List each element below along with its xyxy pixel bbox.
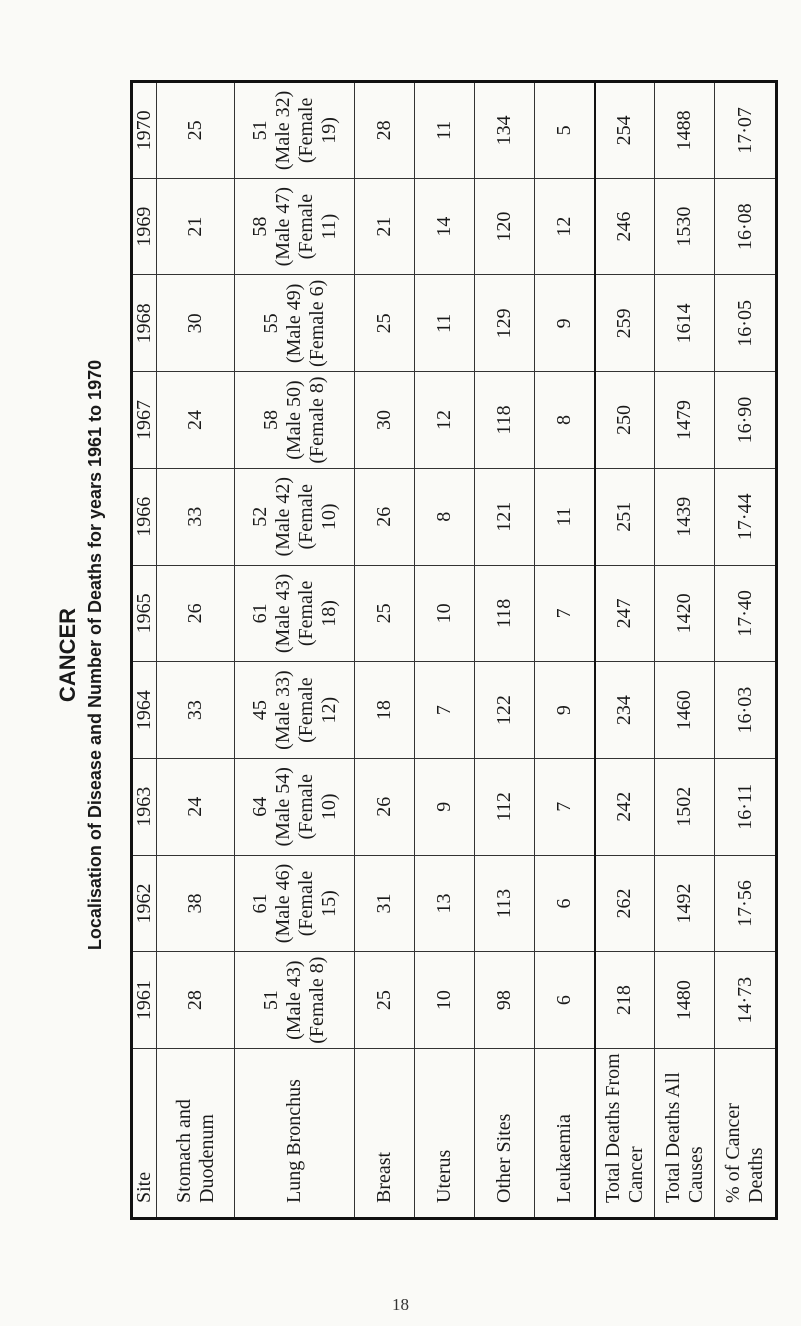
table-holder — [130, 80, 767, 1220]
lung-female: (Female 8) — [306, 376, 328, 464]
table-cell: 218 — [595, 952, 655, 1049]
table-cell: 112 — [475, 758, 535, 855]
lung-male: (Male 50) — [283, 380, 305, 460]
table-cell — [235, 662, 355, 759]
table-cell: 30 — [355, 372, 415, 469]
table-cell: 247 — [595, 565, 655, 662]
lung-female: (Female 10) — [294, 774, 340, 840]
table-cell: 98 — [475, 952, 535, 1049]
table-row — [235, 82, 355, 1219]
table-cell: 30 — [157, 275, 235, 372]
page-number: 18 — [392, 1295, 409, 1314]
table-cell: 9 — [535, 662, 595, 759]
table-cell: 16·08 — [715, 178, 777, 275]
row-label: Lung Bronchus — [235, 1049, 355, 1219]
table-cell: 18 — [355, 662, 415, 759]
lung-male: (Male 54) — [271, 767, 294, 847]
heading — [40, 40, 122, 1270]
year-header: 1965 — [132, 565, 157, 662]
table-cell: 8 — [415, 468, 475, 565]
table-cell: 1614 — [655, 275, 715, 372]
year-header: 1964 — [132, 662, 157, 759]
lung-male: (Male 33) — [271, 670, 294, 750]
year-header: 1970 — [132, 82, 157, 179]
table-row — [475, 82, 535, 1219]
lung-total: 55 — [260, 313, 282, 334]
lung-male: (Male 43) — [283, 960, 305, 1040]
year-header: 1966 — [132, 468, 157, 565]
header-row — [132, 82, 157, 1219]
table-cell: 16·05 — [715, 275, 777, 372]
table-cell: 26 — [355, 758, 415, 855]
table-cell: 134 — [475, 82, 535, 179]
table-cell: 14·73 — [715, 952, 777, 1049]
table-cell: 9 — [535, 275, 595, 372]
table-cell — [235, 82, 355, 179]
table-cell: 250 — [595, 372, 655, 469]
table-cell: 11 — [415, 275, 475, 372]
table-cell: 6 — [535, 855, 595, 952]
table-cell: 10 — [415, 952, 475, 1049]
table-row — [715, 82, 777, 1219]
table-cell: 1460 — [655, 662, 715, 759]
table-cell: 25 — [157, 82, 235, 179]
table-cell — [235, 952, 355, 1049]
row-label: Breast — [355, 1049, 415, 1219]
row-label: Total Deaths All Causes — [655, 1049, 715, 1219]
table-cell: 24 — [157, 758, 235, 855]
table-cell: 21 — [157, 178, 235, 275]
table-cell — [235, 758, 355, 855]
row-label: Other Sites — [475, 1049, 535, 1219]
table-cell: 26 — [355, 468, 415, 565]
table-cell: 120 — [475, 178, 535, 275]
cancer-deaths-table — [130, 80, 778, 1220]
table-cell: 1488 — [655, 82, 715, 179]
year-header: 1961 — [132, 952, 157, 1049]
table-cell: 246 — [595, 178, 655, 275]
lung-female: (Female 15) — [294, 870, 340, 937]
table-cell: 25 — [355, 952, 415, 1049]
lung-total: 64 — [248, 796, 271, 817]
lung-total: 58 — [260, 410, 282, 431]
table-cell: 254 — [595, 82, 655, 179]
table-cell: 118 — [475, 565, 535, 662]
lung-female: (Female 19) — [294, 97, 340, 164]
table-cell: 7 — [535, 565, 595, 662]
table-cell: 14 — [415, 178, 475, 275]
corner-label: Site — [132, 1049, 157, 1219]
table-cell: 113 — [475, 855, 535, 952]
table-cell: 251 — [595, 468, 655, 565]
year-header: 1968 — [132, 275, 157, 372]
table-cell: 26 — [157, 565, 235, 662]
lung-male: (Male 47) — [271, 186, 294, 267]
lung-female: (Female 8) — [306, 956, 328, 1044]
year-header: 1969 — [132, 178, 157, 275]
table-cell: 242 — [595, 758, 655, 855]
table-cell: 38 — [157, 855, 235, 952]
table-cell: 122 — [475, 662, 535, 759]
row-label: % of Cancer Deaths — [715, 1049, 777, 1219]
year-header: 1963 — [132, 758, 157, 855]
table-row — [157, 82, 235, 1219]
table-cell: 121 — [475, 468, 535, 565]
lung-female: (Female 18) — [294, 580, 340, 647]
table-cell: 21 — [355, 178, 415, 275]
lung-male: (Male 49) — [283, 283, 305, 364]
table-cell: 5 — [535, 82, 595, 179]
table-cell — [235, 372, 355, 469]
table-cell: 1479 — [655, 372, 715, 469]
lung-total: 61 — [248, 603, 271, 624]
table-row — [595, 82, 655, 1219]
table-cell: 12 — [415, 372, 475, 469]
table-cell: 118 — [475, 372, 535, 469]
table-cell: 259 — [595, 275, 655, 372]
table-cell: 262 — [595, 855, 655, 952]
lung-total: 52 — [248, 506, 271, 527]
table-cell — [235, 565, 355, 662]
row-label: Stomach and Duodenum — [157, 1049, 235, 1219]
table-cell: 11 — [415, 82, 475, 179]
table-cell: 1492 — [655, 855, 715, 952]
table-row — [535, 82, 595, 1219]
lung-female: (Female 11) — [294, 193, 340, 260]
lung-male: (Male 42) — [271, 477, 294, 557]
table-cell: 33 — [157, 468, 235, 565]
table-cell: 7 — [415, 662, 475, 759]
table-cell: 17·44 — [715, 468, 777, 565]
table-cell: 13 — [415, 855, 475, 952]
row-label: Uterus — [415, 1049, 475, 1219]
table-row — [655, 82, 715, 1219]
lung-total: 61 — [248, 893, 271, 914]
table-cell: 8 — [535, 372, 595, 469]
lung-female: (Female 6) — [306, 279, 328, 367]
lung-male: (Male 46) — [271, 863, 294, 944]
table-cell — [235, 178, 355, 275]
table-cell: 12 — [535, 178, 595, 275]
table-cell: 17·07 — [715, 82, 777, 179]
table-cell: 31 — [355, 855, 415, 952]
table-cell: 1502 — [655, 758, 715, 855]
table-cell: 28 — [355, 82, 415, 179]
lung-total: 51 — [260, 990, 282, 1011]
table-cell: 7 — [535, 758, 595, 855]
lung-female: (Female 12) — [294, 677, 340, 743]
table-cell: 24 — [157, 372, 235, 469]
row-label: Total Deaths From Cancer — [595, 1049, 655, 1219]
table-cell — [235, 468, 355, 565]
table-cell: 129 — [475, 275, 535, 372]
table-cell: 16·90 — [715, 372, 777, 469]
table-cell: 33 — [157, 662, 235, 759]
table-row — [415, 82, 475, 1219]
table-cell: 1420 — [655, 565, 715, 662]
lung-female: (Female 10) — [294, 483, 340, 550]
lung-total: 58 — [248, 216, 271, 237]
page-subtitle: Localisation of Disease and Number of Deaths for years 1961 to 1970 — [85, 359, 105, 951]
table-cell: 9 — [415, 758, 475, 855]
table-cell: 1530 — [655, 178, 715, 275]
table-cell: 10 — [415, 565, 475, 662]
table-cell: 6 — [535, 952, 595, 1049]
table-cell: 25 — [355, 565, 415, 662]
table-row — [355, 82, 415, 1219]
year-header: 1962 — [132, 855, 157, 952]
table-cell — [235, 275, 355, 372]
row-label: Leukaemia — [535, 1049, 595, 1219]
lung-male: (Male 43) — [271, 573, 294, 654]
table-cell: 17·40 — [715, 565, 777, 662]
lung-total: 51 — [248, 120, 271, 141]
table-cell: 11 — [535, 468, 595, 565]
table-cell: 1480 — [655, 952, 715, 1049]
table-cell: 28 — [157, 952, 235, 1049]
table-cell: 16·11 — [715, 758, 777, 855]
table-cell: 17·56 — [715, 855, 777, 952]
lung-total: 45 — [248, 700, 271, 721]
page-title: CANCER — [55, 607, 80, 703]
table-cell — [235, 855, 355, 952]
year-header: 1967 — [132, 372, 157, 469]
table-cell: 234 — [595, 662, 655, 759]
table-cell: 1439 — [655, 468, 715, 565]
table-cell: 25 — [355, 275, 415, 372]
table-cell: 16·03 — [715, 662, 777, 759]
lung-male: (Male 32) — [271, 90, 294, 171]
